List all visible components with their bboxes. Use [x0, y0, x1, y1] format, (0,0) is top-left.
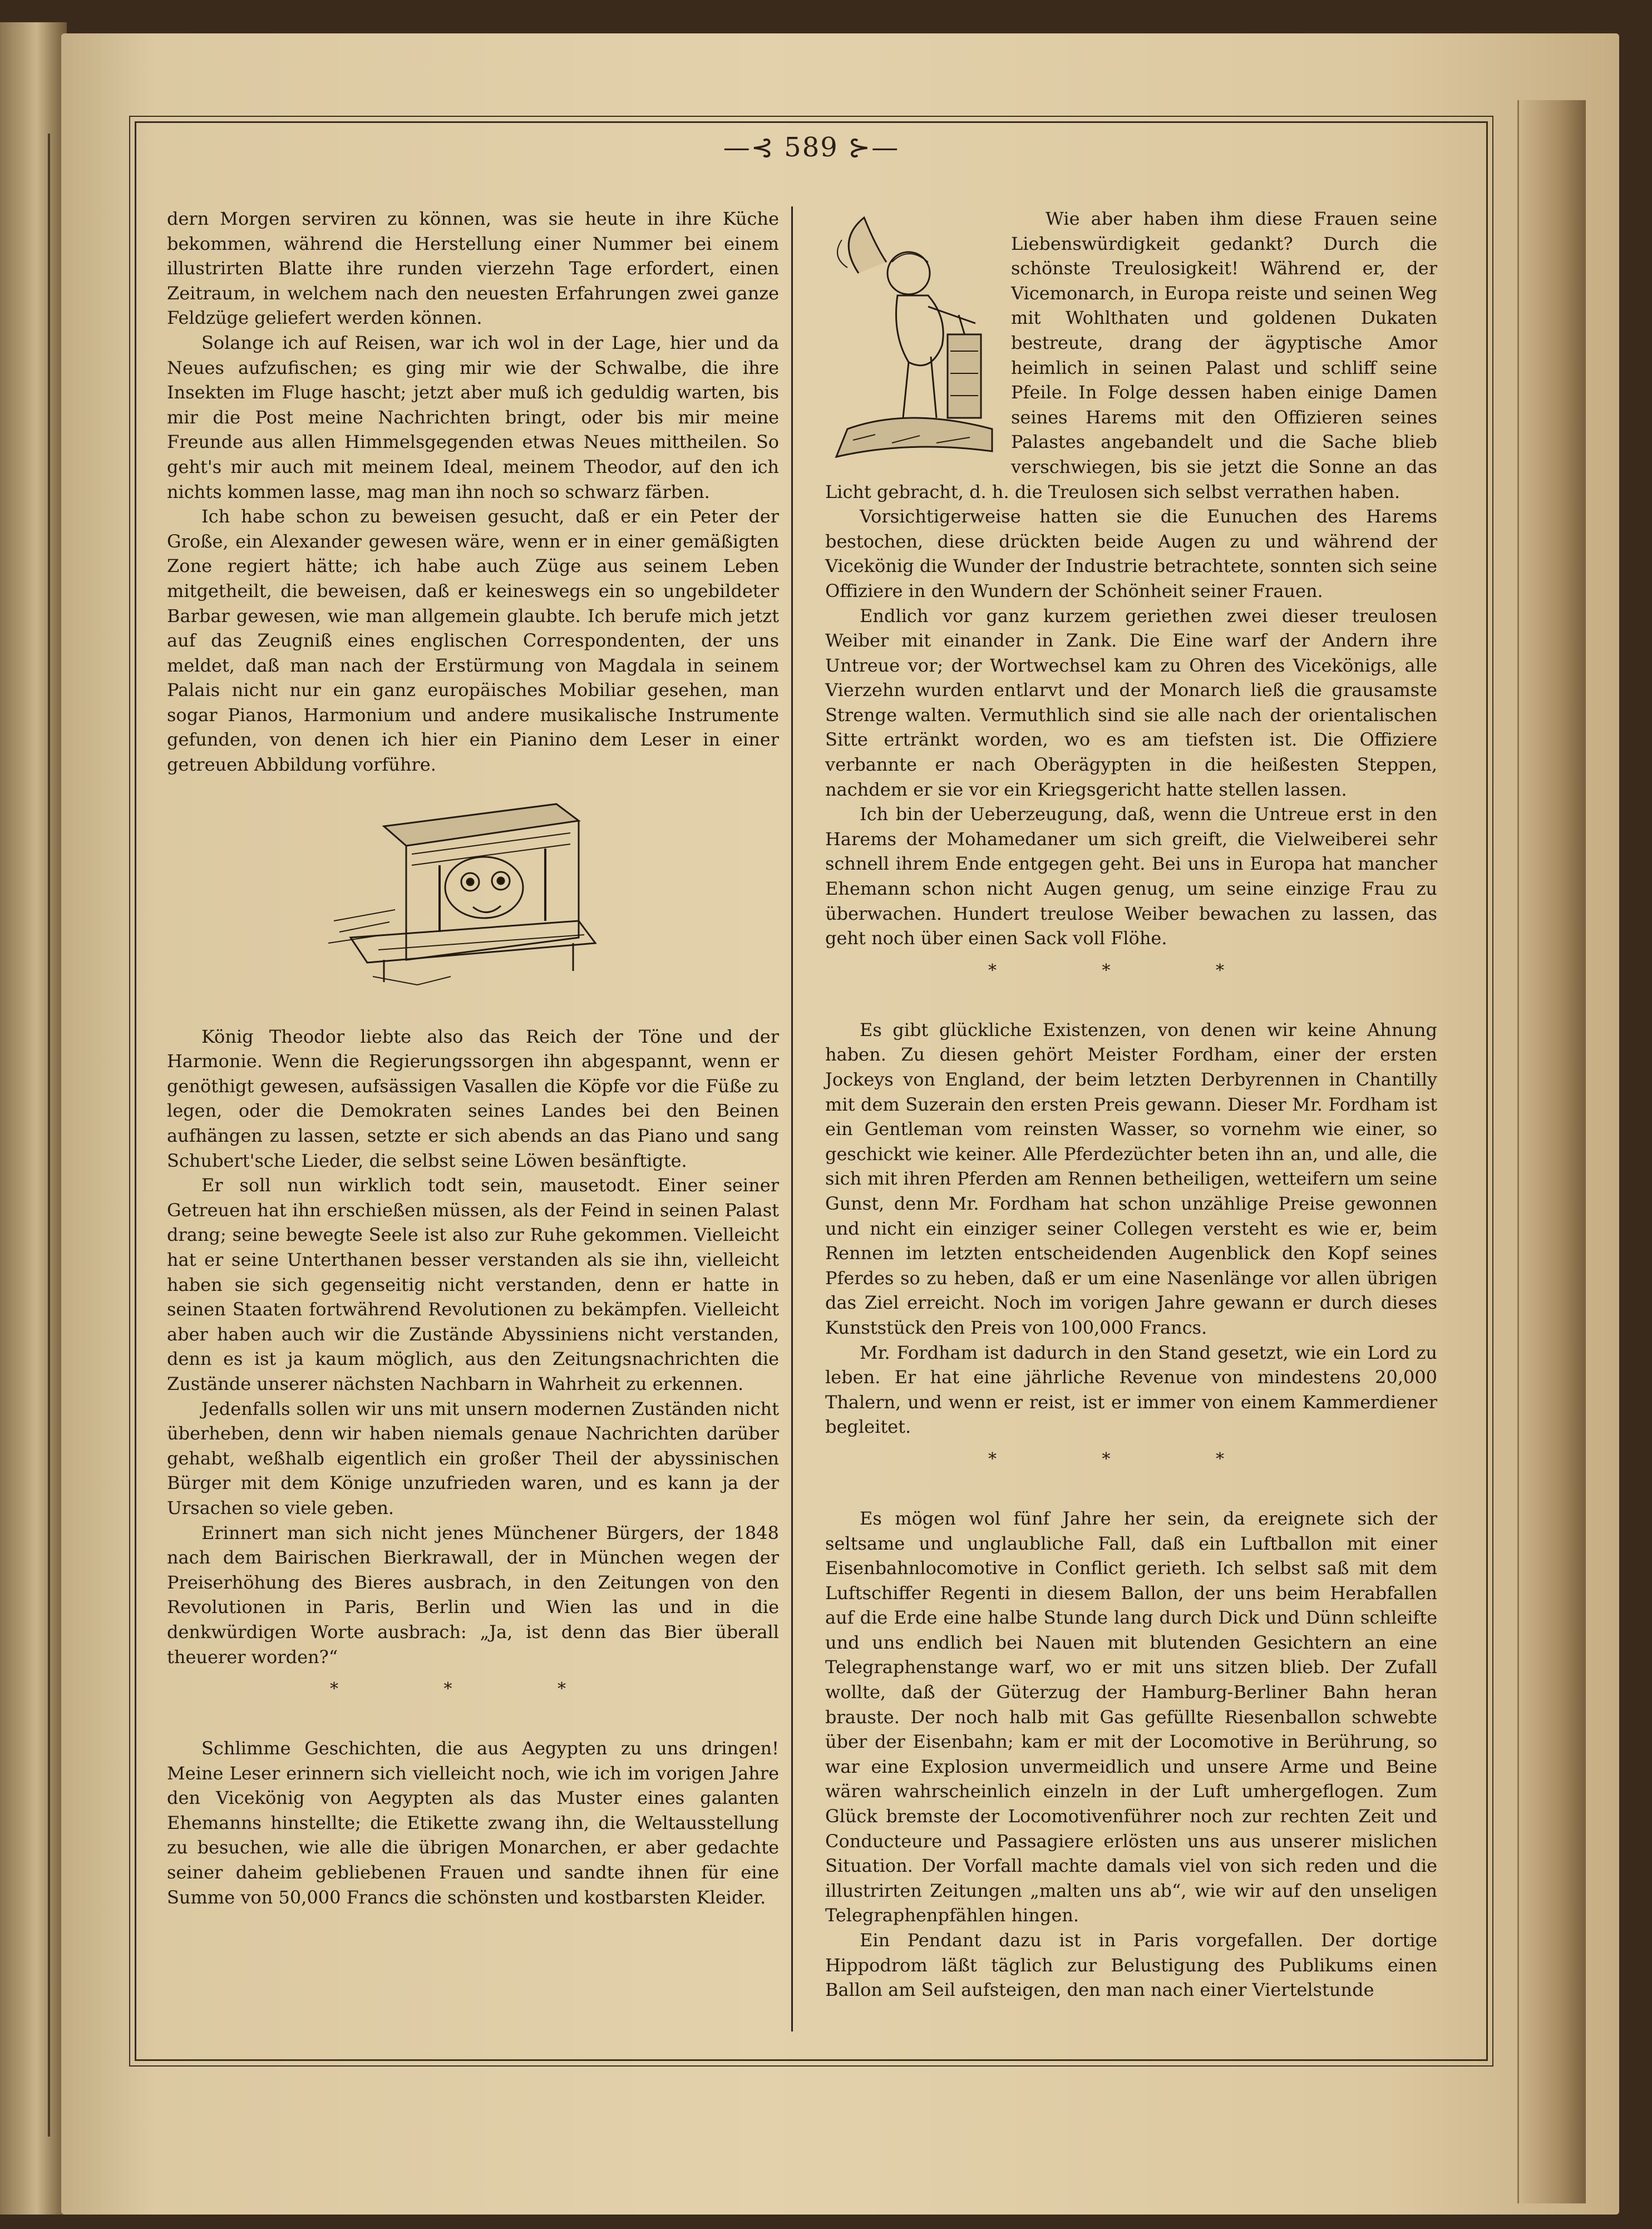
column-rule [791, 206, 793, 2031]
section-divider: * * * [329, 1679, 617, 1699]
paragraph: Endlich vor ganz kurzem geriethen zwei dieser treulosen Weiber mit einander in Zank. Die Eine warf der Andern ihre Untreue vor; der Wortwechsel kam zu Ohren des Vicekönigs, alle Vierzehn wurden entlarvt und der Monarch ließ die grausamste Strenge walten. Vermuthlich sind sie alle nach der orientalischen Sitte ertränkt worden, wo es am tiefsten ist. Die Offiziere verbannte er nach Oberägypten in die heißesten Steppen, nachdem er sie vor ein Kriegsgericht hatte stellen lassen. [825, 605, 1437, 800]
right-column [825, 206, 1437, 2003]
paragraph: Wie aber haben ihm diese Frauen seine Liebenswürdigkeit gedankt? Durch die schönste Treulosigkeit! Während er, der Vicemonarch, in Europa reiste und seinen Weg mit Wohlthaten und goldenen Dukaten bestreute, drang der ägyptische Amor heimlich in seinen Palast und schliff seine Pfeile. In Folge dessen haben einige Damen seines Harems mit den Offizieren seines Palastes angebandelt und die Sache blieb verschwiegen, bis sie jetzt die Sonne an das Licht gebracht, d. h. die Treulosen sich selbst verrathen haben. [825, 208, 1437, 502]
paragraph: dern Morgen serviren zu können, was sie heute in ihre Küche bekommen, während die Herstellung einer Nummer bei einem illustrirten Blatte ihre runden vierzehn Tage erfordert, einen Zeitraum, in welchem nach den neuesten Erfahrungen zwei ganze Feldzüge geliefert werden können. [167, 208, 779, 329]
section-divider: * * * [988, 960, 1275, 980]
paragraph: Jedenfalls sollen wir uns mit unsern modernen Zuständen nicht überheben, denn wir haben niemals genaue Nachrichten darüber gehabt, weßhalb eigentlich ein großer Theil der abyssinischen Bürger mit dem Könige unzufrieden waren, und es kann ja der Ursachen so viele geben. [167, 1398, 779, 1518]
paragraph: Mr. Fordham ist dadurch in den Stand gesetzt, wie ein Lord zu leben. Er hat eine jährliche Revenue von mindestens 20,000 Thalern, und wenn er reist, ist er immer von einem Kammerdiener begleitet. [825, 1342, 1437, 1438]
page-edge [1517, 100, 1586, 2203]
paragraph: Schlimme Geschichten, die aus Aegypten zu uns dringen! Meine Leser erinnern sich vielleicht noch, wie ich im vorigen Jahre den Vicekönig von Aegypten als das Muster eines galanten Ehemanns hinstellte; die Etikette zwang ihn, die Weltausstellung zu besuchen, wie alle die übrigen Monarchen, er aber gedachte seiner daheim gebliebenen Frauen und sandte ihnen für eine Summe von 50,000 Francs die schönsten und kostbarsten Kleider. [167, 1738, 779, 1908]
pianino-illustration [317, 793, 629, 1004]
paragraph: Ich habe schon zu beweisen gesucht, daß er ein Peter der Große, ein Alexander gewesen wäre, wenn er in einer gemäßigten Zone regiert hätte; ich habe auch Züge aus seinem Leben mitgetheilt, die beweisen, daß er keineswegs ein so ungebildeter Barbar gewesen, wie man allgemein glaubte. Ich berufe mich jetzt auf das Zeugniß eines englischen Correspondenten, der uns meldet, daß man nach der Erstürmung von Magdala in seinem Palais nicht nur ein ganz europäisches Mobiliar gesehen, man sogar Pianos, Harmonium und andere musikalische Instrumente gefunden, von denen ich hier ein Pianino dem Leser in einer getreuen Abbildung vorführe. [167, 506, 779, 776]
left-facing-page [0, 22, 67, 2215]
paragraph: Es mögen wol fünf Jahre her sein, da ereignete sich der seltsame und unglaubliche Fall, daß ein Luftballon mit einer Eisenbahnlocomotive in Conflict gerieth. Ich selbst saß mit dem Luftschiffer Regenti in diesem Ballon, der uns beim Herabfallen auf die Erde eine halbe Stunde lang durch Dick und Dünn schleifte und uns endlich bei Nauen mit blutenden Gesichtern an eine Telegraphenstange warf, wo er mit uns sitzen blieb. Der Zufall wollte, daß der Güterzug der Hamburg-Berliner Bahn heran brauste. Der noch halb mit Gas gefüllte Riesenballon schwebte über der Eisenbahn; kam er mit der Locomotive in Berührung, so war eine Explosion unvermeidlich und unsere Arme und Beine wären wahrscheinlich einzeln in der Luft umhergeflogen. Zum Glück bremste der Locomotivenführer noch zur rechten Zeit und Conducteure und Passagiere erlösten uns aus unserer mislichen Situation. Der Vorfall machte damals viel von sich reden und die illustrirten Zeitungen „malten uns ab“, wie wir auf den unseligen Telegraphenpfählen hingen. [825, 1507, 1437, 1926]
paragraph: Ich bin der Ueberzeugung, daß, wenn die Untreue erst in den Harems der Mohamedaner um sich greift, die Vielweiberei sehr schnell ihrem Ende entgegen geht. Bei uns in Europa hat mancher Ehemann schon nicht Augen genug, um seine einzige Frau zu überwachen. Hundert treulose Weiber bewachen zu lassen, das geht noch über einen Sack voll Flöhe. [825, 803, 1437, 949]
paragraph: Es gibt glückliche Existenzen, von denen wir keine Ahnung haben. Zu diesen gehört Meister Fordham, einer der ersten Jockeys von England, der beim letzten Derbyrennen in Chantilly mit dem Suzerain den ersten Preis gewann. Dieser Mr. Fordham ist ein Gentleman vom reinsten Wasser, so vornehm wie einer, so geschickt wie keiner. Alle Pferdezüchter beten ihn an, und alle, die sich mit ihren Pferden am Rennen betheiligen, wetteifern um seine Gunst, denn Mr. Fordham hat schon unzählige Preise gewonnen und nicht ein einziger seiner Collegen versteht es wie er, beim Rennen im letzten entscheidenden Augenblick den Kopf seines Pferdes so zu heben, daß er um eine Nasenlänge vor allen übrigen das Ziel erreicht. Noch im vorigen Jahre gewann er durch dieses Kunststück den Preis von 100,000 Francs. [825, 1019, 1437, 1338]
paragraph: Erinnert man sich nicht jenes Münchener Bürgers, der 1848 nach dem Bairischen Bierkrawall, der in München wegen der Preiserhöhung des Bieres ausbrach, in den Zeitungen von den Revolutionen in Paris, Berlin und Wien las und in die denkwürdigen Worte ausbrach: „Ja, ist denn das Bier überall theuerer worden?“ [167, 1522, 779, 1668]
left-column [167, 206, 779, 1910]
section-divider: * * * [988, 1449, 1275, 1469]
cupid-illustration [825, 206, 1003, 468]
paragraph: Vorsichtigerweise hatten sie die Eunuchen des Harems bestochen, diese drückten beide Augen zu und während der Vicekönig die Wunder der Industrie betrachtete, sonnten sich seine Offiziere in den Wundern der Schönheit seiner Frauen. [825, 506, 1437, 601]
page-frame [135, 121, 1488, 2061]
paragraph: Ein Pendant dazu ist in Paris vorgefallen. Der dortige Hippodrom läßt täglich zur Belustigung des Publikums einen Ballon am Seil aufsteigen, den man nach einer Viertelstunde [825, 1930, 1437, 2001]
paragraph: Er soll nun wirklich todt sein, mausetodt. Einer seiner Getreuen hat ihn erschießen müssen, als der Feind in seinen Palast drang; seine bewegte Seele ist also zur Ruhe gekommen. Vielleicht hat er seine Unterthanen besser verstanden als sie ihn, vielleicht haben sie sich gegenseitig nicht verstanden, denn er hatte in seinen Staaten fortwährend Revolutionen zu bekämpfen. Vielleicht aber haben auch wir die Zustände Abyssiniens nicht verstanden, denn es ist ja kaum möglich, aus den Zeitungsnachrichten die Zustände unserer nächsten Nachbarn in Wahrheit zu erkennen. [167, 1175, 779, 1394]
paragraph: Solange ich auf Reisen, war ich wol in der Lage, hier und da Neues aufzufischen; es ging mir wie der Schwalbe, die ihre Insekten im Fluge hascht; jetzt aber muß ich geduldig warten, bis mir die Post meine Nachrichten bringt, oder bis mir meine Freunde aus allen Himmelsgegenden etwas Neues mittheilen. So geht's mir auch mit meinem Ideal, meinem Theodor, auf den ich nichts kommen lasse, mag man ihn noch so schwarz färben. [167, 332, 779, 502]
paragraph: König Theodor liebte also das Reich der Töne und der Harmonie. Wenn die Regierungssorgen ihn abgespannt, wenn er genöthigt gewesen, aufsässigen Vasallen die Köpfe vor die Füße zu legen, oder die Demokraten seines Landes bei den Beinen aufhängen zu lassen, setzte er sich abends an das Piano und sang Schubert'sche Lieder, die selbst seine Löwen besänftigte. [167, 1025, 779, 1171]
page-number: —⊰ 589 ⊱— [723, 132, 900, 163]
